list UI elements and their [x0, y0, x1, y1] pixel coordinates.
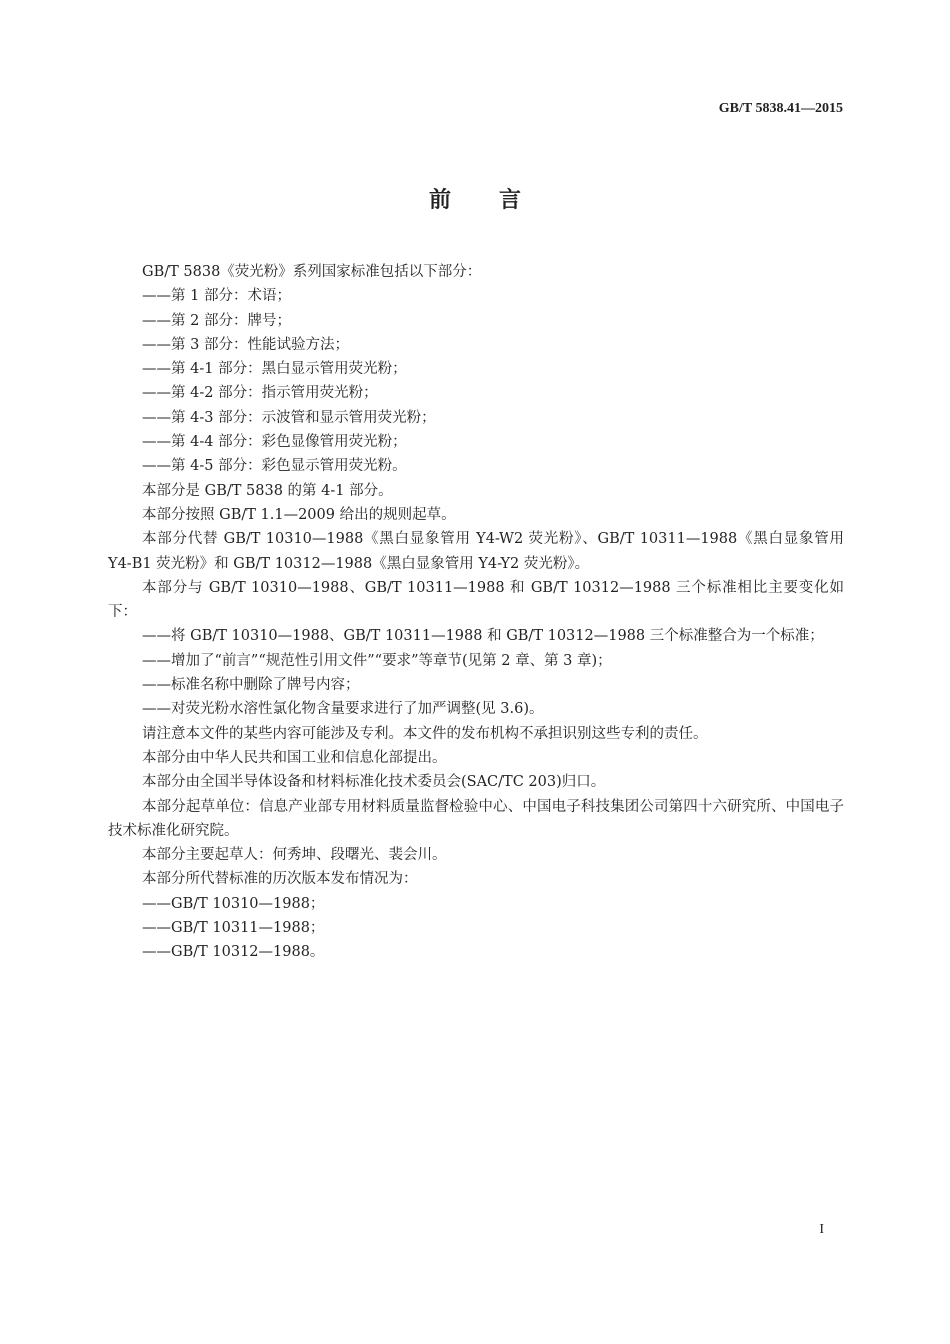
paragraph: 本部分按照 GB/T 1.1—2009 给出的规则起草。	[142, 506, 456, 523]
paragraph: 本部分起草单位：信息产业部专用材料质量监督检验中心、中国电子科技集团公司第四十六研究所、中国电子技术标准化研究院。	[108, 798, 844, 839]
paragraph: GB/T 5838《荧光粉》系列国家标准包括以下部分：	[142, 264, 482, 280]
list-item: ——第 2 部分：牌号；	[142, 312, 291, 329]
list-item: ——GB/T 10311—1988；	[142, 920, 325, 937]
list-item: ——第 3 部分：性能试验方法；	[142, 336, 349, 353]
page-number: I	[819, 1222, 824, 1237]
paragraph: 本部分主要起草人：何秀坤、段曙光、裴会川。	[142, 847, 447, 864]
paragraph: 请注意本文件的某些内容可能涉及专利。本文件的发布机构不承担识别这些专利的责任。	[142, 725, 708, 742]
foreword-body	[108, 260, 844, 965]
list-item: ——第 4-4 部分：彩色显像管用荧光粉；	[142, 434, 407, 451]
list-item: ——将 GB/T 10310—1988、GB/T 10311—1988 和 GB/T 10312—1988 三个标准整合为一个标准；	[142, 628, 824, 645]
paragraph: 本部分与 GB/T 10310—1988、GB/T 10311—1988 和 GB/T 10312—1988 三个标准相比主要变化如下：	[108, 579, 844, 621]
list-item: ——第 4-5 部分：彩色显示管用荧光粉。	[142, 458, 407, 475]
paragraph: 本部分由中华人民共和国工业和信息化部提出。	[142, 749, 447, 766]
list-item: ——增加了“前言”“规范性引用文件”“要求”等章节(见第 2 章、第 3 章)；	[142, 652, 612, 669]
paragraph: 本部分由全国半导体设备和材料标准化技术委员会(SAC/TC 203)归口。	[142, 774, 606, 791]
list-item: ——标准名称中删除了牌号内容；	[142, 677, 360, 694]
paragraph: 本部分所代替标准的历次版本发布情况为：	[142, 871, 418, 888]
list-item: ——对荧光粉水溶性氯化物含量要求进行了加严调整(见 3.6)。	[142, 701, 544, 718]
list-item: ——第 4-1 部分：黑白显示管用荧光粉；	[142, 361, 407, 378]
paragraph: 本部分是 GB/T 5838 的第 4-1 部分。	[142, 482, 393, 499]
list-item: ——第 4-3 部分：示波管和显示管用荧光粉；	[142, 409, 436, 426]
list-item: ——GB/T 10310—1988；	[142, 895, 325, 912]
list-item: ——第 4-2 部分：指示管用荧光粉；	[142, 385, 378, 402]
standard-number: GB/T 5838.41—2015	[718, 101, 843, 116]
page-title: 前言	[428, 188, 569, 213]
paragraph: 本部分代替 GB/T 10310—1988《黑白显象管用 Y4-W2 荧光粉》、GB/T 10311—1988《黑白显象管用 Y4-B1 荧光粉》和 GB/T 10312—1988《黑白显象管用 Y4-Y2 荧光粉》。	[108, 531, 844, 572]
list-item: ——GB/T 10312—1988。	[142, 944, 325, 961]
list-item: ——第 1 部分：术语；	[142, 288, 291, 305]
